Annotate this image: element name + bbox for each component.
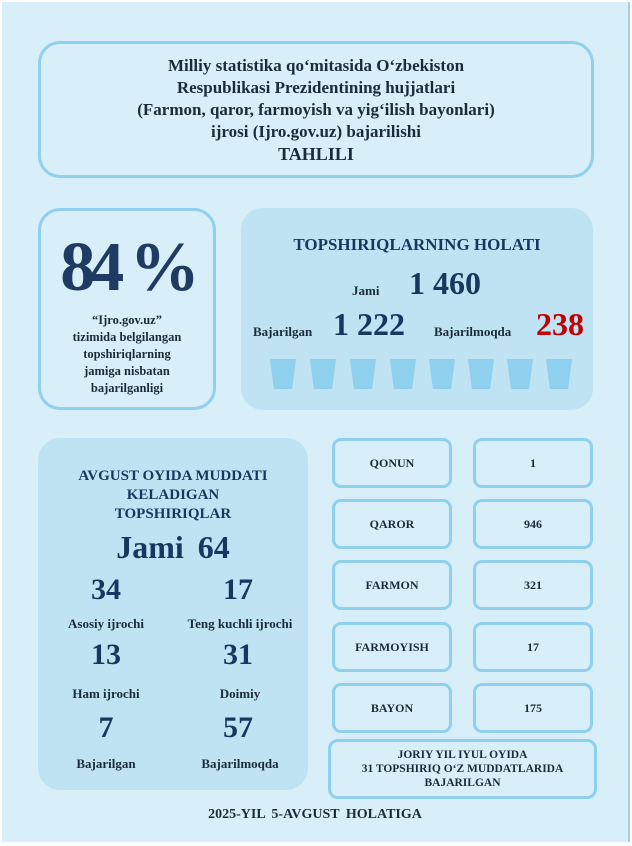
permanent-label: Doimiy xyxy=(219,686,261,701)
infographic-page xyxy=(2,2,630,842)
august-panel xyxy=(38,438,308,790)
equal-executor-label: Teng kuchli ijrochi xyxy=(187,616,293,631)
title-line-4: ijrosi (Ijro.gov.uz) bajarilishi xyxy=(211,122,421,141)
doc-count-qaror: 946 xyxy=(473,499,593,549)
percent-description xyxy=(41,312,213,397)
august-progress-label: Bajarilmoqda xyxy=(201,756,279,771)
main-executor-count: 34 xyxy=(91,573,121,606)
status-panel xyxy=(241,208,593,410)
doc-type-farmoyish: FARMOYISH xyxy=(332,622,452,672)
title-line-1: Milliy statistika qo‘mitasida O‘zbekiston xyxy=(167,56,465,75)
status-done-value: 1 222 xyxy=(333,306,405,342)
august-done-count: 7 xyxy=(98,711,114,744)
doc-count-qonun: 1 xyxy=(473,438,593,488)
main-executor-label: Asosiy ijrochi xyxy=(68,616,144,631)
cup-icon xyxy=(429,359,455,389)
percent-desc-line-1: “Ijro.gov.uz” xyxy=(92,313,162,327)
status-progress-value: 238 xyxy=(536,306,584,342)
august-title xyxy=(41,467,305,524)
note-line-2: 31 TOPSHIRIQ O‘Z MUDDATLARIDA xyxy=(361,763,564,775)
july-note xyxy=(328,739,597,799)
title-panel xyxy=(38,41,594,178)
title-line-2: Respublikasi Prezidentining hujjatlari xyxy=(176,78,456,97)
august-total: Jami 64 xyxy=(116,529,230,565)
title-line-3: (Farmon, qaror, farmoyish va yig‘ilish bayonlari) xyxy=(137,100,495,119)
percent-desc-line-4: jamiga nisbatan xyxy=(84,364,170,378)
title-line-5: TAHLILI xyxy=(278,144,354,164)
co-executor-count: 13 xyxy=(91,638,121,671)
status-title: TOPSHIRIQLARNING HOLATI xyxy=(293,235,541,254)
cup-icon xyxy=(310,359,336,389)
note-line-3: BAJARILGAN xyxy=(424,777,501,789)
status-done-label: Bajarilgan xyxy=(253,324,313,339)
status-date-footer: 2025-YIL 5-AVGUST HOLATIGA xyxy=(208,807,422,822)
august-title-line-1: AVGUST OYIDA MUDDATI xyxy=(78,468,268,484)
percent-desc-line-3: topshiriqlarning xyxy=(83,347,171,361)
percent-desc-line-2: tizimida belgilangan xyxy=(72,330,182,344)
doc-type-qaror: QAROR xyxy=(332,499,452,549)
august-progress-count: 57 xyxy=(223,711,253,744)
status-total-value: 1 460 xyxy=(409,265,481,301)
percent-desc-line-5: bajarilganligi xyxy=(90,381,164,395)
cup-icon xyxy=(468,359,494,389)
doc-count-farmoyish: 17 xyxy=(473,622,593,672)
equal-executor-count: 17 xyxy=(223,573,253,606)
note-line-1: JORIY YIL IYUL OYIDA xyxy=(397,749,528,761)
cup-icon xyxy=(507,359,533,389)
doc-type-bayon: BAYON xyxy=(332,683,452,733)
doc-count-farmon: 321 xyxy=(473,560,593,610)
doc-count-bayon: 175 xyxy=(473,683,593,733)
percent-value: 84 % xyxy=(60,229,194,306)
status-progress-label: Bajarilmoqda xyxy=(434,324,512,339)
cup-icon xyxy=(390,359,416,389)
doc-type-qonun: QONUN xyxy=(332,438,452,488)
august-title-line-3: TOPSHIRIQLAR xyxy=(114,506,232,522)
doc-type-farmon: FARMON xyxy=(332,560,452,610)
cup-icon xyxy=(546,359,572,389)
co-executor-label: Ham ijrochi xyxy=(72,686,140,701)
cup-icon xyxy=(350,359,376,389)
august-title-line-2: KELADIGAN xyxy=(126,487,220,503)
cup-icon xyxy=(270,359,296,389)
status-total-label: Jami xyxy=(352,283,380,298)
percent-panel xyxy=(38,208,216,410)
permanent-count: 31 xyxy=(223,638,253,671)
august-done-label: Bajarilgan xyxy=(76,756,136,771)
